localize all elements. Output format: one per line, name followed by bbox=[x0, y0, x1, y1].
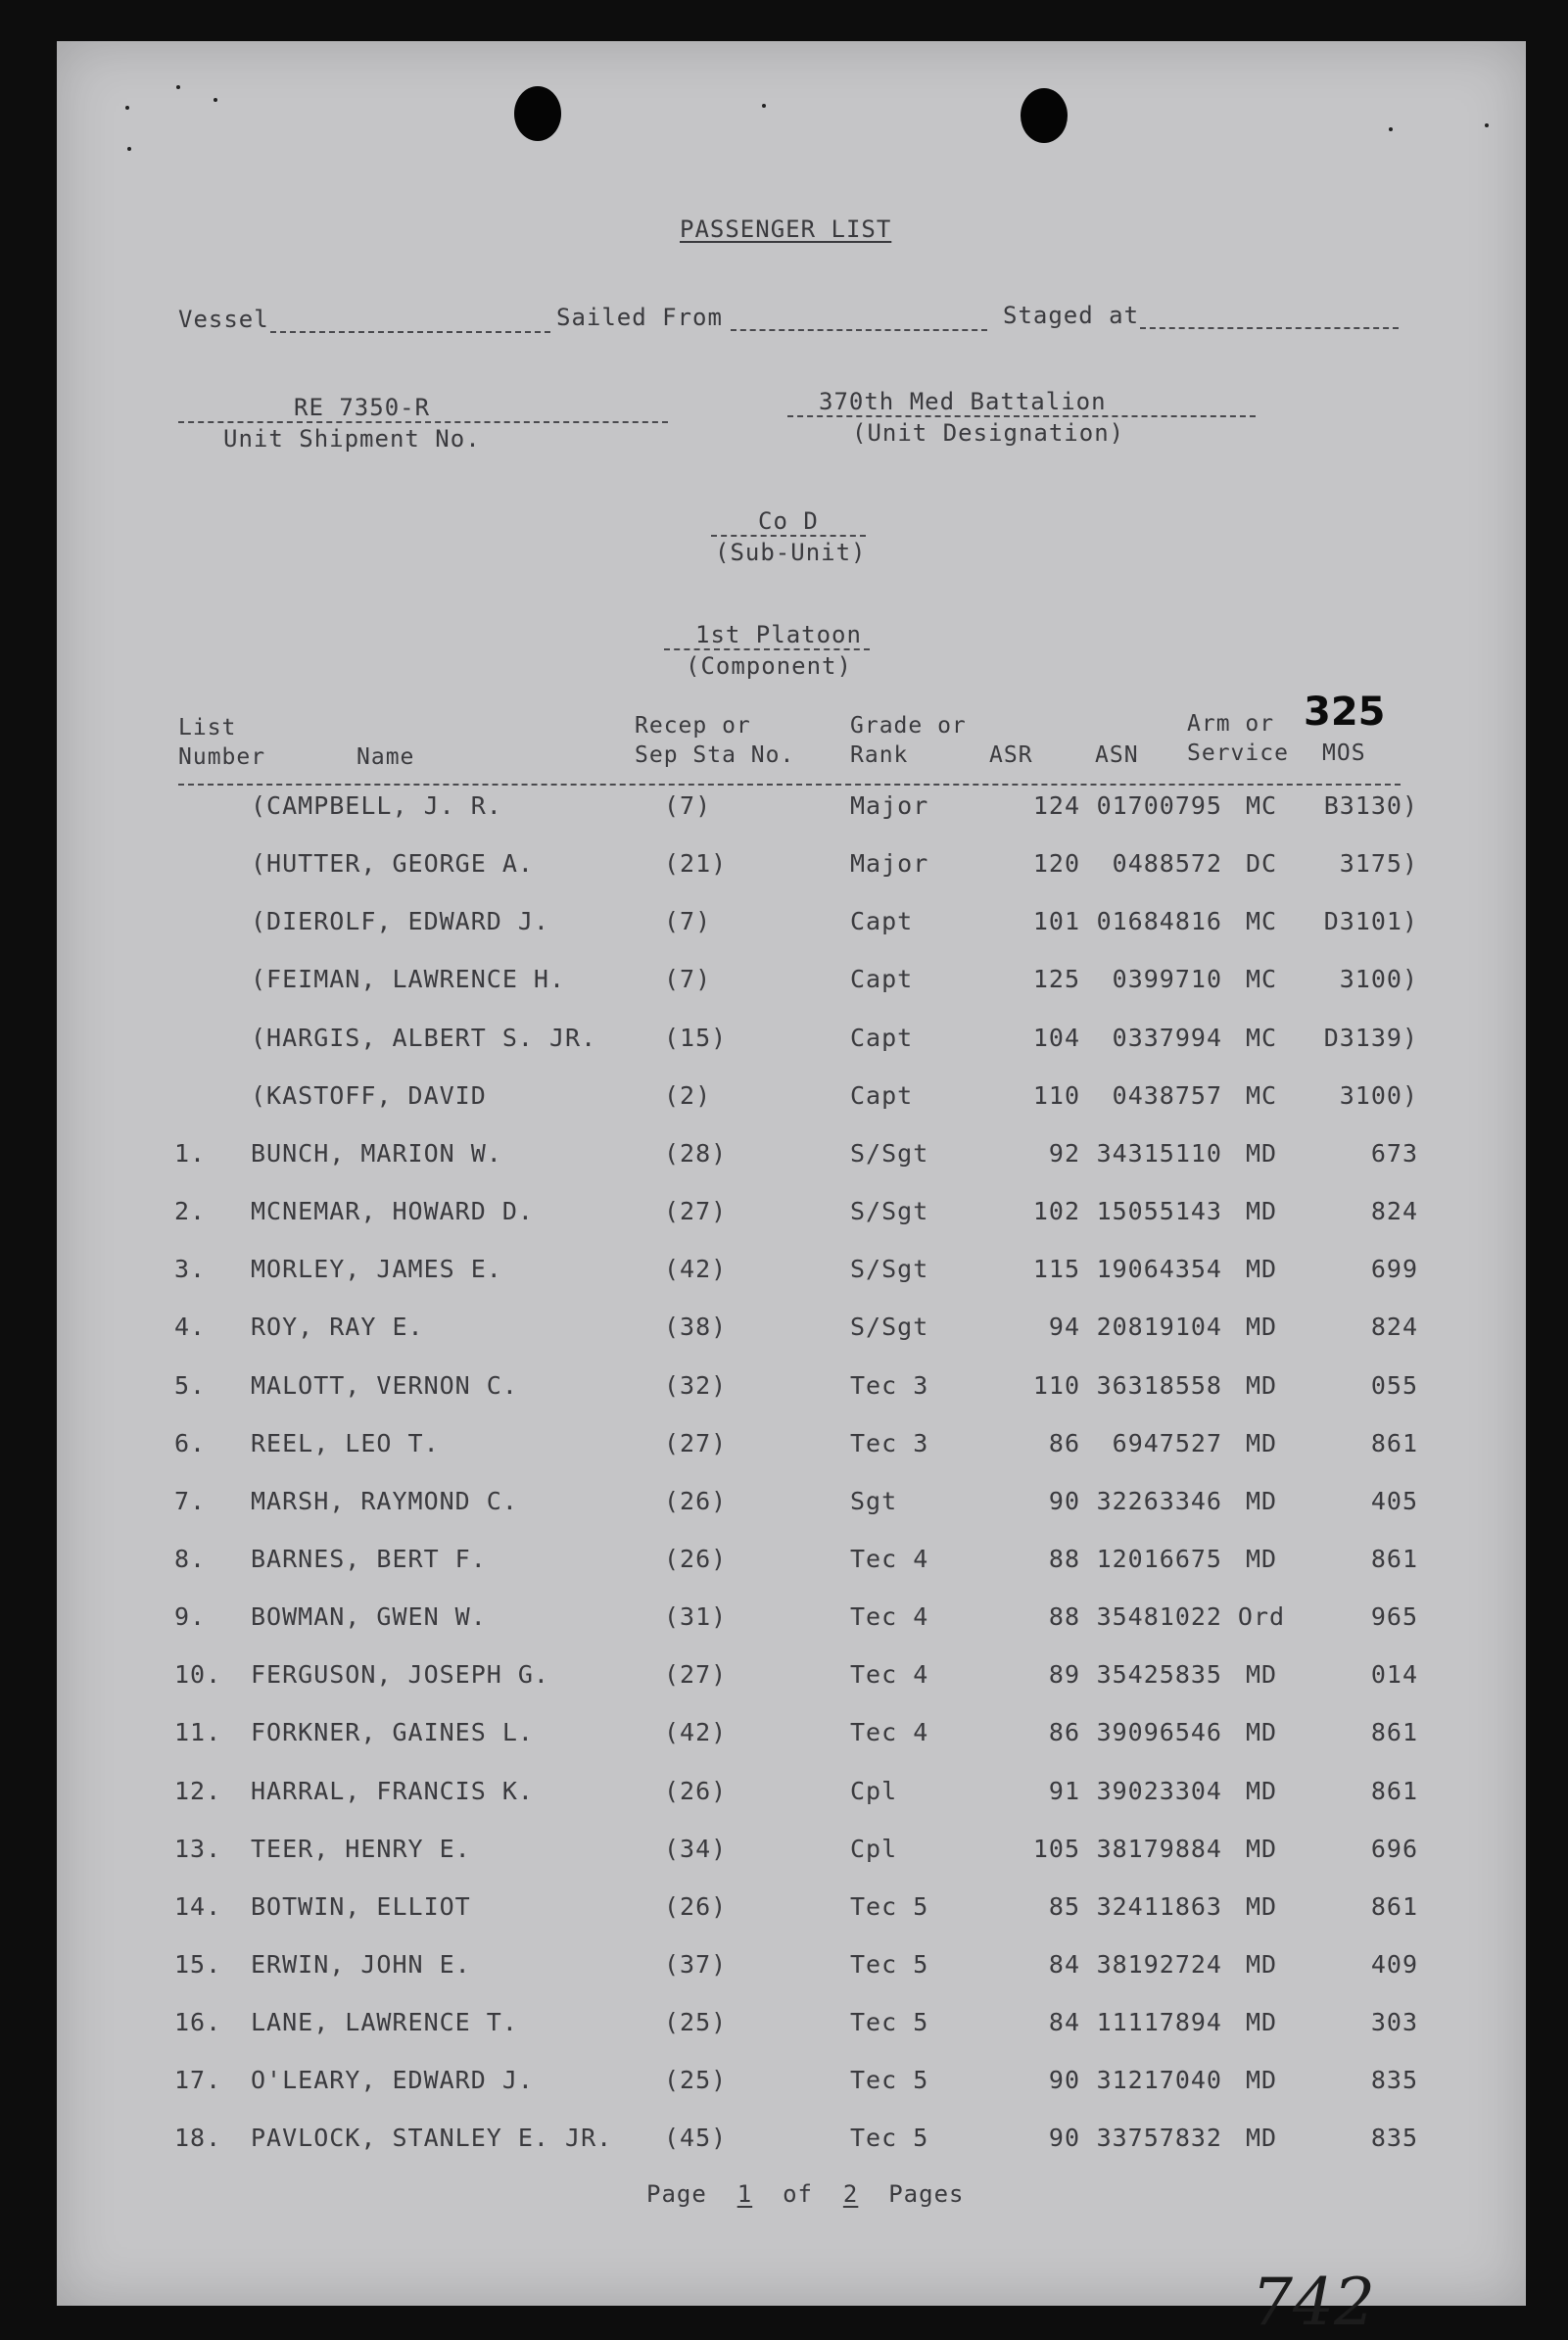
mos-value: D3139) bbox=[1323, 1024, 1418, 1052]
arm-service: DC bbox=[1245, 849, 1278, 878]
arm-service: MD bbox=[1245, 1545, 1278, 1573]
table-row bbox=[57, 1660, 1526, 1699]
arm-service: MD bbox=[1245, 1255, 1278, 1283]
table-row bbox=[57, 1081, 1526, 1121]
mos-value: 3100) bbox=[1339, 965, 1418, 993]
header-underline bbox=[178, 784, 1401, 786]
table-row bbox=[57, 1487, 1526, 1526]
asn-value: 39023304 bbox=[1096, 1777, 1222, 1805]
mos-value: 3175) bbox=[1339, 849, 1418, 878]
passenger-name: HARRAL, FRANCIS K. bbox=[251, 1777, 534, 1805]
list-number: 16. bbox=[174, 2008, 222, 2036]
list-number: 18. bbox=[174, 2124, 222, 2152]
asn-value: 0399710 bbox=[1112, 965, 1222, 993]
list-number: 13. bbox=[174, 1835, 222, 1863]
mos-value: 861 bbox=[1370, 1892, 1418, 1921]
passenger-name: MORLEY, JAMES E. bbox=[251, 1255, 502, 1283]
grade-rank: Capt bbox=[850, 1024, 914, 1052]
table-row bbox=[57, 1602, 1526, 1642]
mos-value: 824 bbox=[1370, 1197, 1418, 1225]
asr-value: 110 bbox=[1032, 1371, 1080, 1400]
arm-service: MD bbox=[1245, 1139, 1278, 1168]
asr-value: 84 bbox=[1048, 2008, 1080, 2036]
grade-rank: S/Sgt bbox=[850, 1255, 929, 1283]
vessel-label: Vessel bbox=[178, 306, 269, 333]
table-row bbox=[57, 1429, 1526, 1468]
table-row bbox=[57, 2124, 1526, 2163]
passenger-name: REEL, LEO T. bbox=[251, 1429, 440, 1457]
component-line bbox=[664, 648, 870, 650]
asn-value: 38192724 bbox=[1096, 1950, 1222, 1979]
grade-rank: Tec 5 bbox=[850, 2066, 929, 2094]
arm-service: MD bbox=[1245, 1429, 1278, 1457]
table-row bbox=[57, 2066, 1526, 2105]
asn-value: 01700795 bbox=[1096, 791, 1222, 820]
table-row bbox=[57, 1718, 1526, 1757]
asr-value: 92 bbox=[1048, 1139, 1080, 1168]
arm-service: MC bbox=[1245, 1081, 1278, 1110]
recep-sta-no: (7) bbox=[664, 907, 712, 935]
asr-value: 124 bbox=[1032, 791, 1080, 820]
recep-sta-no: (37) bbox=[664, 1950, 728, 1979]
passenger-name: FORKNER, GAINES L. bbox=[251, 1718, 534, 1746]
passenger-name: (KASTOFF, DAVID bbox=[251, 1081, 487, 1110]
recep-sta-no: (26) bbox=[664, 1487, 728, 1515]
recep-sta-no: (26) bbox=[664, 1777, 728, 1805]
sailed-from-line bbox=[731, 329, 987, 331]
passenger-name: BARNES, BERT F. bbox=[251, 1545, 487, 1573]
column-header-mos: MOS bbox=[1322, 740, 1366, 766]
list-number: 15. bbox=[174, 1950, 222, 1979]
asr-value: 90 bbox=[1048, 2066, 1080, 2094]
passenger-name: (HUTTER, GEORGE A. bbox=[251, 849, 534, 878]
asn-value: 33757832 bbox=[1096, 2124, 1222, 2152]
list-number: 6. bbox=[174, 1429, 207, 1457]
grade-rank: Tec 3 bbox=[850, 1371, 929, 1400]
asr-value: 110 bbox=[1032, 1081, 1080, 1110]
asn-value: 20819104 bbox=[1096, 1313, 1222, 1341]
asr-value: 90 bbox=[1048, 2124, 1080, 2152]
arm-service: MC bbox=[1245, 1024, 1278, 1052]
grade-rank: Tec 4 bbox=[850, 1718, 929, 1746]
speck bbox=[762, 104, 766, 108]
mos-value: 405 bbox=[1370, 1487, 1418, 1515]
grade-rank: Tec 4 bbox=[850, 1660, 929, 1689]
unit-designation-line bbox=[787, 415, 1256, 417]
mos-value: 824 bbox=[1370, 1313, 1418, 1341]
sailed-from-label: Sailed From bbox=[556, 304, 723, 331]
asr-value: 120 bbox=[1032, 849, 1080, 878]
passenger-name: MCNEMAR, HOWARD D. bbox=[251, 1197, 534, 1225]
staged-at-label: Staged at bbox=[1003, 302, 1140, 329]
asr-value: 89 bbox=[1048, 1660, 1080, 1689]
mos-value: 965 bbox=[1370, 1602, 1418, 1631]
grade-rank: Capt bbox=[850, 1081, 914, 1110]
recep-sta-no: (38) bbox=[664, 1313, 728, 1341]
grade-rank: Tec 5 bbox=[850, 2124, 929, 2152]
recep-sta-no: (31) bbox=[664, 1602, 728, 1631]
arm-service: MD bbox=[1245, 1892, 1278, 1921]
mos-value: 861 bbox=[1370, 1545, 1418, 1573]
grade-rank: Sgt bbox=[850, 1487, 898, 1515]
table-row bbox=[57, 2008, 1526, 2047]
asr-value: 101 bbox=[1032, 907, 1080, 935]
list-number: 9. bbox=[174, 1602, 207, 1631]
asn-value: 19064354 bbox=[1096, 1255, 1222, 1283]
asn-value: 6947527 bbox=[1112, 1429, 1222, 1457]
list-number: 7. bbox=[174, 1487, 207, 1515]
asr-value: 125 bbox=[1032, 965, 1080, 993]
list-number: 2. bbox=[174, 1197, 207, 1225]
grade-rank: S/Sgt bbox=[850, 1139, 929, 1168]
asn-value: 35481022 bbox=[1096, 1602, 1222, 1631]
grade-rank: Capt bbox=[850, 907, 914, 935]
unit-designation: 370th Med Battalion bbox=[819, 388, 1107, 415]
asr-value: 88 bbox=[1048, 1602, 1080, 1631]
table-row bbox=[57, 1545, 1526, 1584]
table-row bbox=[57, 1777, 1526, 1816]
asr-value: 115 bbox=[1032, 1255, 1080, 1283]
asr-value: 104 bbox=[1032, 1024, 1080, 1052]
arm-service: MD bbox=[1245, 1487, 1278, 1515]
table-row bbox=[57, 907, 1526, 946]
asn-value: 12016675 bbox=[1096, 1545, 1222, 1573]
arm-service: MC bbox=[1245, 965, 1278, 993]
table-row bbox=[57, 1313, 1526, 1352]
recep-sta-no: (28) bbox=[664, 1139, 728, 1168]
arm-service: MD bbox=[1245, 1835, 1278, 1863]
punch-hole-left bbox=[514, 86, 561, 141]
grade-rank: Tec 5 bbox=[850, 1950, 929, 1979]
arm-service: MD bbox=[1245, 1950, 1278, 1979]
grade-rank: Capt bbox=[850, 965, 914, 993]
passenger-name: BOTWIN, ELLIOT bbox=[251, 1892, 471, 1921]
staged-at-line bbox=[1140, 327, 1399, 329]
passenger-name: ROY, RAY E. bbox=[251, 1313, 424, 1341]
sub-unit-line bbox=[711, 535, 866, 537]
asn-value: 34315110 bbox=[1096, 1139, 1222, 1168]
arm-service: MD bbox=[1245, 2066, 1278, 2094]
mos-value: 696 bbox=[1370, 1835, 1418, 1863]
asn-value: 0488572 bbox=[1112, 849, 1222, 878]
passenger-name: O'LEARY, EDWARD J. bbox=[251, 2066, 534, 2094]
asr-value: 94 bbox=[1048, 1313, 1080, 1341]
recep-sta-no: (25) bbox=[664, 2066, 728, 2094]
asn-value: 32263346 bbox=[1096, 1487, 1222, 1515]
vessel-line bbox=[270, 331, 550, 333]
list-number: 12. bbox=[174, 1777, 222, 1805]
list-number: 8. bbox=[174, 1545, 207, 1573]
recep-sta-no: (42) bbox=[664, 1255, 728, 1283]
arm-service: MD bbox=[1245, 1371, 1278, 1400]
recep-sta-no: (15) bbox=[664, 1024, 728, 1052]
table-row bbox=[57, 791, 1526, 831]
asr-value: 90 bbox=[1048, 1487, 1080, 1515]
asn-value: 31217040 bbox=[1096, 2066, 1222, 2094]
recep-sta-no: (25) bbox=[664, 2008, 728, 2036]
column-header-recep: Recep or Sep Sta No. bbox=[635, 713, 795, 768]
passenger-name: FERGUSON, JOSEPH G. bbox=[251, 1660, 549, 1689]
list-number: 17. bbox=[174, 2066, 222, 2094]
page-footer: Page 1 of 2 Pages bbox=[646, 2180, 965, 2208]
mos-value: 014 bbox=[1370, 1660, 1418, 1689]
punch-hole-right bbox=[1021, 88, 1068, 143]
list-number: 5. bbox=[174, 1371, 207, 1400]
arm-service: MD bbox=[1245, 1197, 1278, 1225]
mos-value: 835 bbox=[1370, 2124, 1418, 2152]
table-row bbox=[57, 1197, 1526, 1236]
arm-service: MD bbox=[1245, 1777, 1278, 1805]
speck bbox=[125, 106, 129, 110]
sub-unit: Co D bbox=[758, 507, 819, 535]
recep-sta-no: (27) bbox=[664, 1660, 728, 1689]
passenger-name: MARSH, RAYMOND C. bbox=[251, 1487, 518, 1515]
unit-shipment-label: Unit Shipment No. bbox=[223, 425, 481, 453]
grade-rank: Tec 5 bbox=[850, 2008, 929, 2036]
asr-value: 86 bbox=[1048, 1718, 1080, 1746]
column-header-grade: Grade or Rank bbox=[850, 713, 967, 768]
recep-sta-no: (27) bbox=[664, 1429, 728, 1457]
asn-value: 32411863 bbox=[1096, 1892, 1222, 1921]
passenger-name: (FEIMAN, LAWRENCE H. bbox=[251, 965, 566, 993]
grade-rank: S/Sgt bbox=[850, 1313, 929, 1341]
asn-value: 0337994 bbox=[1112, 1024, 1222, 1052]
document-sheet bbox=[57, 41, 1526, 2340]
grade-rank: Tec 5 bbox=[850, 1892, 929, 1921]
page-current: 1 bbox=[736, 2180, 753, 2208]
asn-value: 39096546 bbox=[1096, 1718, 1222, 1746]
recep-sta-no: (7) bbox=[664, 965, 712, 993]
recep-sta-no: (27) bbox=[664, 1197, 728, 1225]
recep-sta-no: (26) bbox=[664, 1892, 728, 1921]
grade-rank: S/Sgt bbox=[850, 1197, 929, 1225]
recep-sta-no: (21) bbox=[664, 849, 728, 878]
stamp-number: 325 bbox=[1304, 690, 1386, 735]
mos-value: 861 bbox=[1370, 1777, 1418, 1805]
arm-service: MD bbox=[1245, 1313, 1278, 1341]
grade-rank: Tec 4 bbox=[850, 1602, 929, 1631]
column-header-list-number: List Number bbox=[178, 715, 266, 770]
arm-service: Ord bbox=[1237, 1602, 1286, 1631]
grade-rank: Cpl bbox=[850, 1777, 898, 1805]
unit-shipment-line bbox=[178, 421, 668, 423]
speck bbox=[176, 85, 180, 89]
asr-value: 91 bbox=[1048, 1777, 1080, 1805]
mos-value: 055 bbox=[1370, 1371, 1418, 1400]
recep-sta-no: (7) bbox=[664, 791, 712, 820]
arm-service: MD bbox=[1245, 2008, 1278, 2036]
speck bbox=[1485, 123, 1489, 127]
grade-rank: Tec 4 bbox=[850, 1545, 929, 1573]
recep-sta-no: (32) bbox=[664, 1371, 728, 1400]
asr-value: 84 bbox=[1048, 1950, 1080, 1979]
component-label: (Component) bbox=[686, 652, 852, 680]
asn-value: 15055143 bbox=[1096, 1197, 1222, 1225]
table-row bbox=[57, 1024, 1526, 1063]
passenger-name: MALOTT, VERNON C. bbox=[251, 1371, 518, 1400]
component: 1st Platoon bbox=[695, 621, 862, 648]
arm-service: MD bbox=[1245, 1660, 1278, 1689]
handwritten-number: 742 bbox=[1252, 2265, 1375, 2340]
passenger-name: LANE, LAWRENCE T. bbox=[251, 2008, 518, 2036]
arm-service: MC bbox=[1245, 907, 1278, 935]
asr-value: 105 bbox=[1032, 1835, 1080, 1863]
sub-unit-label: (Sub-Unit) bbox=[715, 539, 867, 566]
recep-sta-no: (34) bbox=[664, 1835, 728, 1863]
recep-sta-no: (45) bbox=[664, 2124, 728, 2152]
table-row bbox=[57, 1371, 1526, 1410]
table-row bbox=[57, 965, 1526, 1004]
asr-value: 102 bbox=[1032, 1197, 1080, 1225]
asr-value: 88 bbox=[1048, 1545, 1080, 1573]
passenger-name: (DIEROLF, EDWARD J. bbox=[251, 907, 549, 935]
grade-rank: Major bbox=[850, 791, 929, 820]
speck bbox=[1389, 127, 1393, 131]
page-title: PASSENGER LIST bbox=[680, 215, 892, 243]
list-number: 4. bbox=[174, 1313, 207, 1341]
mos-value: 3100) bbox=[1339, 1081, 1418, 1110]
column-header-asr: ASR bbox=[989, 742, 1033, 768]
passenger-name: (CAMPBELL, J. R. bbox=[251, 791, 502, 820]
asn-value: 11117894 bbox=[1096, 2008, 1222, 2036]
arm-service: MC bbox=[1245, 791, 1278, 820]
table-row bbox=[57, 1139, 1526, 1178]
asn-value: 01684816 bbox=[1096, 907, 1222, 935]
page-total: 2 bbox=[842, 2180, 859, 2208]
unit-shipment-number: RE 7350-R bbox=[294, 394, 431, 421]
asn-value: 36318558 bbox=[1096, 1371, 1222, 1400]
arm-service: MD bbox=[1245, 2124, 1278, 2152]
passenger-name: PAVLOCK, STANLEY E. JR. bbox=[251, 2124, 613, 2152]
asn-value: 38179884 bbox=[1096, 1835, 1222, 1863]
grade-rank: Major bbox=[850, 849, 929, 878]
list-number: 10. bbox=[174, 1660, 222, 1689]
asn-value: 35425835 bbox=[1096, 1660, 1222, 1689]
column-header-asn: ASN bbox=[1095, 742, 1139, 768]
table-row bbox=[57, 849, 1526, 888]
mos-value: D3101) bbox=[1323, 907, 1418, 935]
passenger-name: TEER, HENRY E. bbox=[251, 1835, 471, 1863]
list-number: 11. bbox=[174, 1718, 222, 1746]
recep-sta-no: (42) bbox=[664, 1718, 728, 1746]
mos-value: 699 bbox=[1370, 1255, 1418, 1283]
unit-designation-label: (Unit Designation) bbox=[852, 419, 1125, 447]
speck bbox=[214, 98, 217, 102]
grade-rank: Cpl bbox=[850, 1835, 898, 1863]
mos-value: 303 bbox=[1370, 2008, 1418, 2036]
table-row bbox=[57, 1835, 1526, 1874]
mos-value: 835 bbox=[1370, 2066, 1418, 2094]
asr-value: 86 bbox=[1048, 1429, 1080, 1457]
recep-sta-no: (2) bbox=[664, 1081, 712, 1110]
mos-value: 673 bbox=[1370, 1139, 1418, 1168]
table-row bbox=[57, 1950, 1526, 1989]
column-header-name: Name bbox=[356, 744, 415, 770]
passenger-name: BOWMAN, GWEN W. bbox=[251, 1602, 487, 1631]
mos-value: 861 bbox=[1370, 1429, 1418, 1457]
mos-value: 409 bbox=[1370, 1950, 1418, 1979]
table-row bbox=[57, 1892, 1526, 1932]
asn-value: 0438757 bbox=[1112, 1081, 1222, 1110]
speck bbox=[127, 147, 131, 151]
mos-value: 861 bbox=[1370, 1718, 1418, 1746]
asr-value: 85 bbox=[1048, 1892, 1080, 1921]
arm-service: MD bbox=[1245, 1718, 1278, 1746]
column-header-arm: Arm or Service bbox=[1187, 711, 1289, 766]
mos-value: B3130) bbox=[1323, 791, 1418, 820]
passenger-name: (HARGIS, ALBERT S. JR. bbox=[251, 1024, 597, 1052]
list-number: 14. bbox=[174, 1892, 222, 1921]
list-number: 3. bbox=[174, 1255, 207, 1283]
passenger-name: ERWIN, JOHN E. bbox=[251, 1950, 471, 1979]
recep-sta-no: (26) bbox=[664, 1545, 728, 1573]
list-number: 1. bbox=[174, 1139, 207, 1168]
table-row bbox=[57, 1255, 1526, 1294]
passenger-name: BUNCH, MARION W. bbox=[251, 1139, 502, 1168]
grade-rank: Tec 3 bbox=[850, 1429, 929, 1457]
